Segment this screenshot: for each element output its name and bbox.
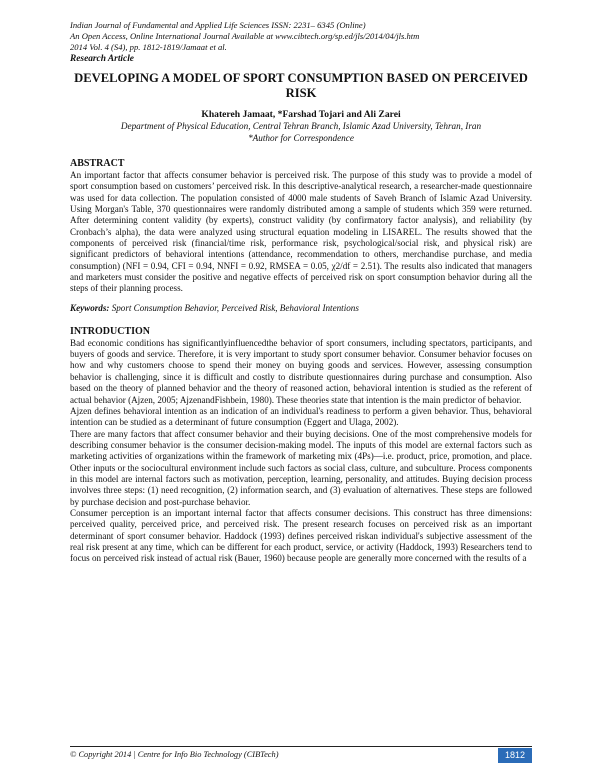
article-page bbox=[70, 20, 532, 565]
article-type: Research Article bbox=[70, 54, 134, 64]
keywords-label: Keywords: bbox=[70, 302, 110, 313]
abstract-heading: ABSTRACT bbox=[70, 158, 125, 169]
intro-paragraph-4: Consumer perception is an important internal factor that affects consumer decisions. This construct has three dimensions: perceived quality, perceived price, and perceived risk. The present research focuses on perceived risk as an important determinant of sport consumer behavior. Haddock (1993) defines perceived riskan individual's subjective assessment of the real risk present at any time, which can be different for each product, service, or activity (Haddock, 1993) Researchers tend to focus on perceived risk instead of actual risk (Bauer, 1960) because people are generally more concerned with the results of a bbox=[70, 507, 532, 564]
page-number-badge: 1812 bbox=[498, 748, 532, 763]
footer-copyright: © Copyright 2014 | Centre for Info Bio Technology (CIBTech) bbox=[70, 750, 279, 759]
journal-header-line3: 2014 Vol. 4 (S4), pp. 1812-1819/Jamaat et al. bbox=[70, 42, 227, 52]
intro-paragraph-1: Bad economic conditions has significantlyinfluencedthe behavior of sport consumers, including spectators, participants, and buyers of goods and service. Therefore, it is very important to study sport consumer behavior. Consumer behavior focuses on how and why customers choose to spend their money on buying goods and services. However, assessing consumption behavior is challenging, since it is difficult and costly to distribute questionnaires during purchase and consumption. Also based on the theory of planned behavior and the theory of reasoned action, behavioral intention is studied as the referent of actual behavior (Ajzen, 2005; AjzenandFishbein, 1980). These theories state that intention is the main predictor of behavior. bbox=[70, 337, 532, 405]
introduction-heading: INTRODUCTION bbox=[70, 325, 151, 337]
keywords bbox=[70, 303, 532, 314]
correspondence-note: *Author for Correspondence bbox=[248, 132, 354, 143]
intro-paragraph-3: There are many factors that affect consumer behavior and their buying decisions. One of the most comprehensive models for describing consumer behavior is the consumer decision-making model. The inputs of this model are external factors such as marketing activities of organizations within the framework of marketing mix (4Ps)—i.e. product, price, promotion, and place. Other inputs or the sociocultural environment include such factors as social class, culture, and subculture. Process components in this model are internal factors such as motivation, perception, learning, personality, and attitudes. Buying decision process involves three steps: (1) need recognition, (2) information search, and (3) evaluation of alternatives. These steps are followed by purchase decision and post-purchase behavior. bbox=[70, 428, 532, 507]
paper-title: DEVELOPING A MODEL OF SPORT CONSUMPTION BASED ON PERCEIVED RISK bbox=[74, 71, 528, 100]
keywords-text: Sport Consumption Behavior, Perceived Risk, Behavioral Intentions bbox=[111, 302, 359, 313]
authors: Khatereh Jamaat, *Farshad Tojari and Ali Zarei bbox=[201, 109, 401, 120]
page-footer bbox=[70, 746, 532, 764]
intro-paragraph-2: Ajzen defines behavioral intention as an indication of an individual's readiness to perform a given behavior. Thus, behavioral intention can be studied as a determinant of future consumption (Eggert and Ulaga, 2002). bbox=[70, 405, 532, 428]
journal-header-line2: An Open Access, Online International Journal Available at www.cibtech.org/sp.ed/jls/2014/04/jls.htm bbox=[70, 31, 420, 41]
abstract-text: An important factor that affects consumer behavior is perceived risk. The purpose of this study was to provide a model of sport consumption based on customers’ perceived risk. In this descriptive-analytical research, a researcher-made questionnaire was used for data collection. The population consisted of 4000 male students of Saveh Branch of Islamic Azad University. Using Morgan's Table, 370 questionnaires were randomly distributed among a sample of students which 359 were returned. After determining content validity (by experts), construct validity (by confirmatory factor analysis), and reliability (by Cronbach’s alpha), the data were analyzed using structural equation modeling in LISAREL. The results showed that the components of perceived risk (financial/time risk, performance risk, psychological/social risk, and physical risk) are significant predictors of behavioral intentions (attendance, recommendation to others, merchandise purchase, and media consumption) (NFI = 0.94, CFI = 0.94, NNFI = 0.92, RMSEA = 0.05, χ2/df = 2.51). The results also indicated that managers and marketers must consider the positive and negative effects of perceived risk on sport consumption behavior during all the steps of their planning process. bbox=[70, 170, 532, 294]
footer-divider bbox=[70, 746, 532, 747]
journal-header-line1: Indian Journal of Fundamental and Applied Life Sciences ISSN: 2231– 6345 (Online) bbox=[70, 20, 366, 30]
affiliation: Department of Physical Education, Central Tehran Branch, Islamic Azad University, Tehran, Iran bbox=[120, 121, 482, 131]
